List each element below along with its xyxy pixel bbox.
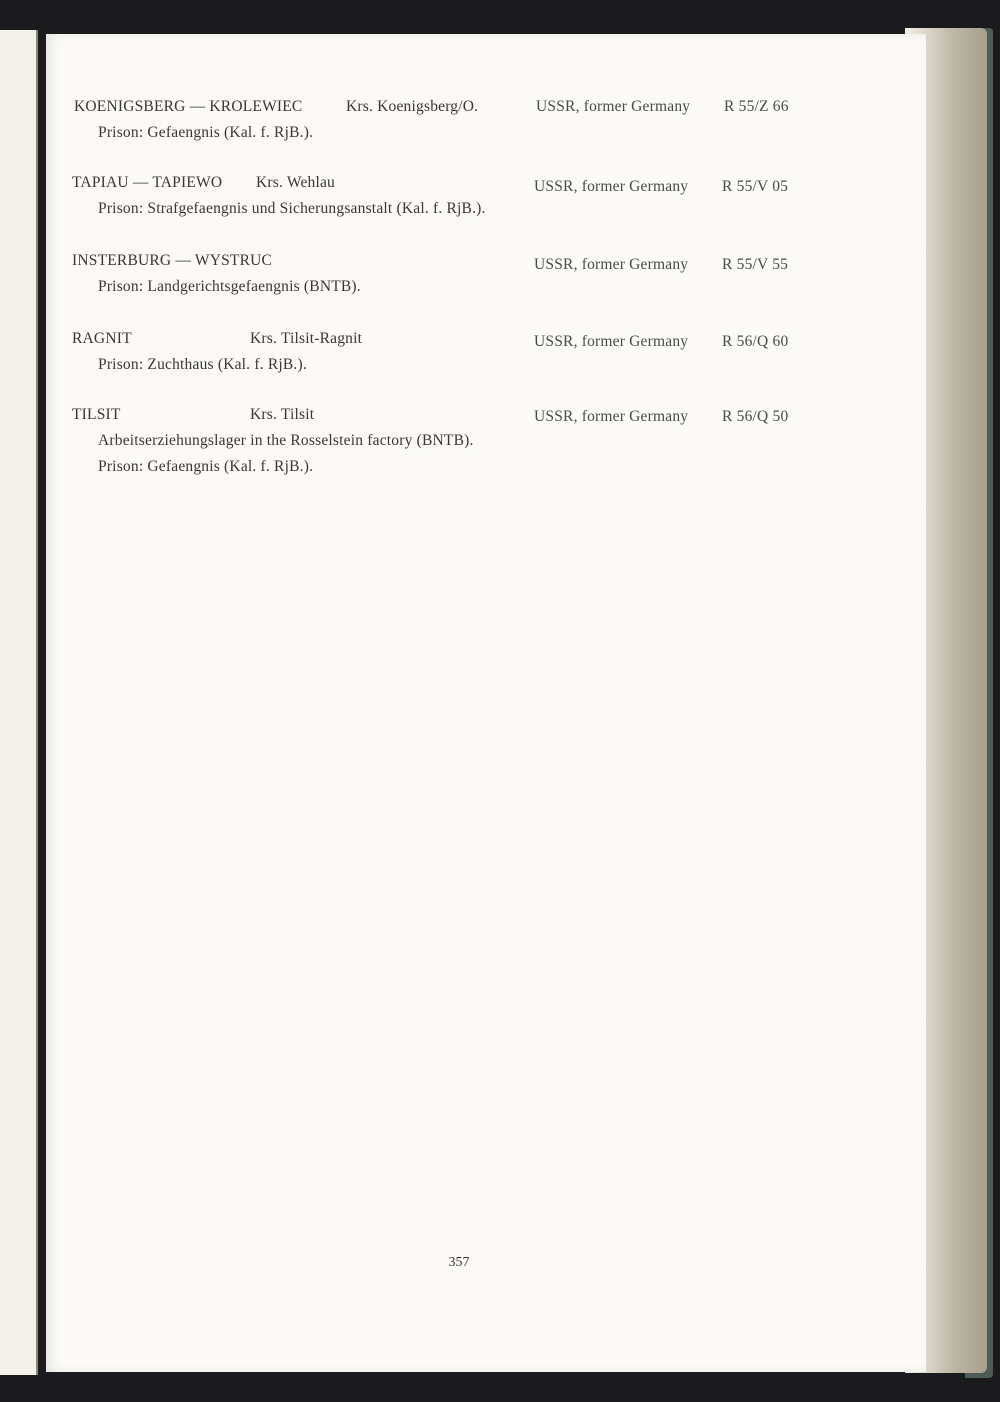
entry-detail-line [46, 432, 926, 458]
place-name: INSTERBURG — WYSTRUC [72, 252, 273, 269]
entry-detail: Prison: Zuchthaus (Kal. f. RjB.). [98, 356, 307, 373]
country: USSR, former Germany [534, 256, 689, 273]
place-name: RAGNIT [72, 330, 132, 347]
entry-detail-line [46, 458, 926, 484]
district: Krs. Koenigsberg/O. [346, 98, 479, 115]
entry-heading-line [46, 252, 926, 278]
gazetteer-entry [46, 98, 926, 150]
map-reference: R 56/Q 50 [722, 408, 789, 425]
district: Krs. Wehlau [256, 174, 336, 191]
map-reference: R 55/Z 66 [724, 98, 789, 115]
entry-heading-line [46, 330, 926, 356]
left-page-edge [0, 30, 38, 1375]
entry-heading-line [46, 406, 926, 432]
entry-detail-line [46, 124, 926, 150]
country: USSR, former Germany [536, 98, 691, 115]
gazetteer-entry [46, 330, 926, 382]
page-number: 357 [448, 1255, 470, 1270]
entry-detail-line [46, 356, 926, 382]
district: Krs. Tilsit-Ragnit [250, 330, 363, 347]
country: USSR, former Germany [534, 408, 689, 425]
map-reference: R 56/Q 60 [722, 333, 789, 350]
country: USSR, former Germany [534, 333, 689, 350]
gazetteer-entry [46, 252, 926, 304]
entry-detail: Prison: Gefaengnis (Kal. f. RjB.). [98, 458, 314, 475]
map-reference: R 55/V 05 [722, 178, 789, 195]
gazetteer-entry [46, 406, 926, 484]
place-name: TILSIT [72, 406, 121, 423]
gazetteer-entry [46, 174, 926, 226]
entry-detail: Arbeitserziehungslager in the Rosselstein factory (BNTB). [98, 432, 474, 449]
district: Krs. Tilsit [250, 406, 315, 423]
country: USSR, former Germany [534, 178, 689, 195]
entry-detail-line [46, 278, 926, 304]
entry-heading-line [46, 174, 926, 200]
entry-detail: Prison: Strafgefaengnis und Sicherungsanstalt (Kal. f. RjB.). [98, 200, 486, 217]
entry-detail: Prison: Landgerichtsgefaengnis (BNTB). [98, 278, 361, 295]
place-name: KOENIGSBERG — KROLEWIEC [74, 98, 303, 115]
place-name: TAPIAU — TAPIEWO [72, 174, 223, 191]
entry-detail: Prison: Gefaengnis (Kal. f. RjB.). [98, 124, 314, 141]
book-page [46, 34, 926, 1372]
entry-detail-line [46, 200, 926, 226]
map-reference: R 55/V 55 [722, 256, 789, 273]
entry-heading-line [46, 98, 926, 124]
